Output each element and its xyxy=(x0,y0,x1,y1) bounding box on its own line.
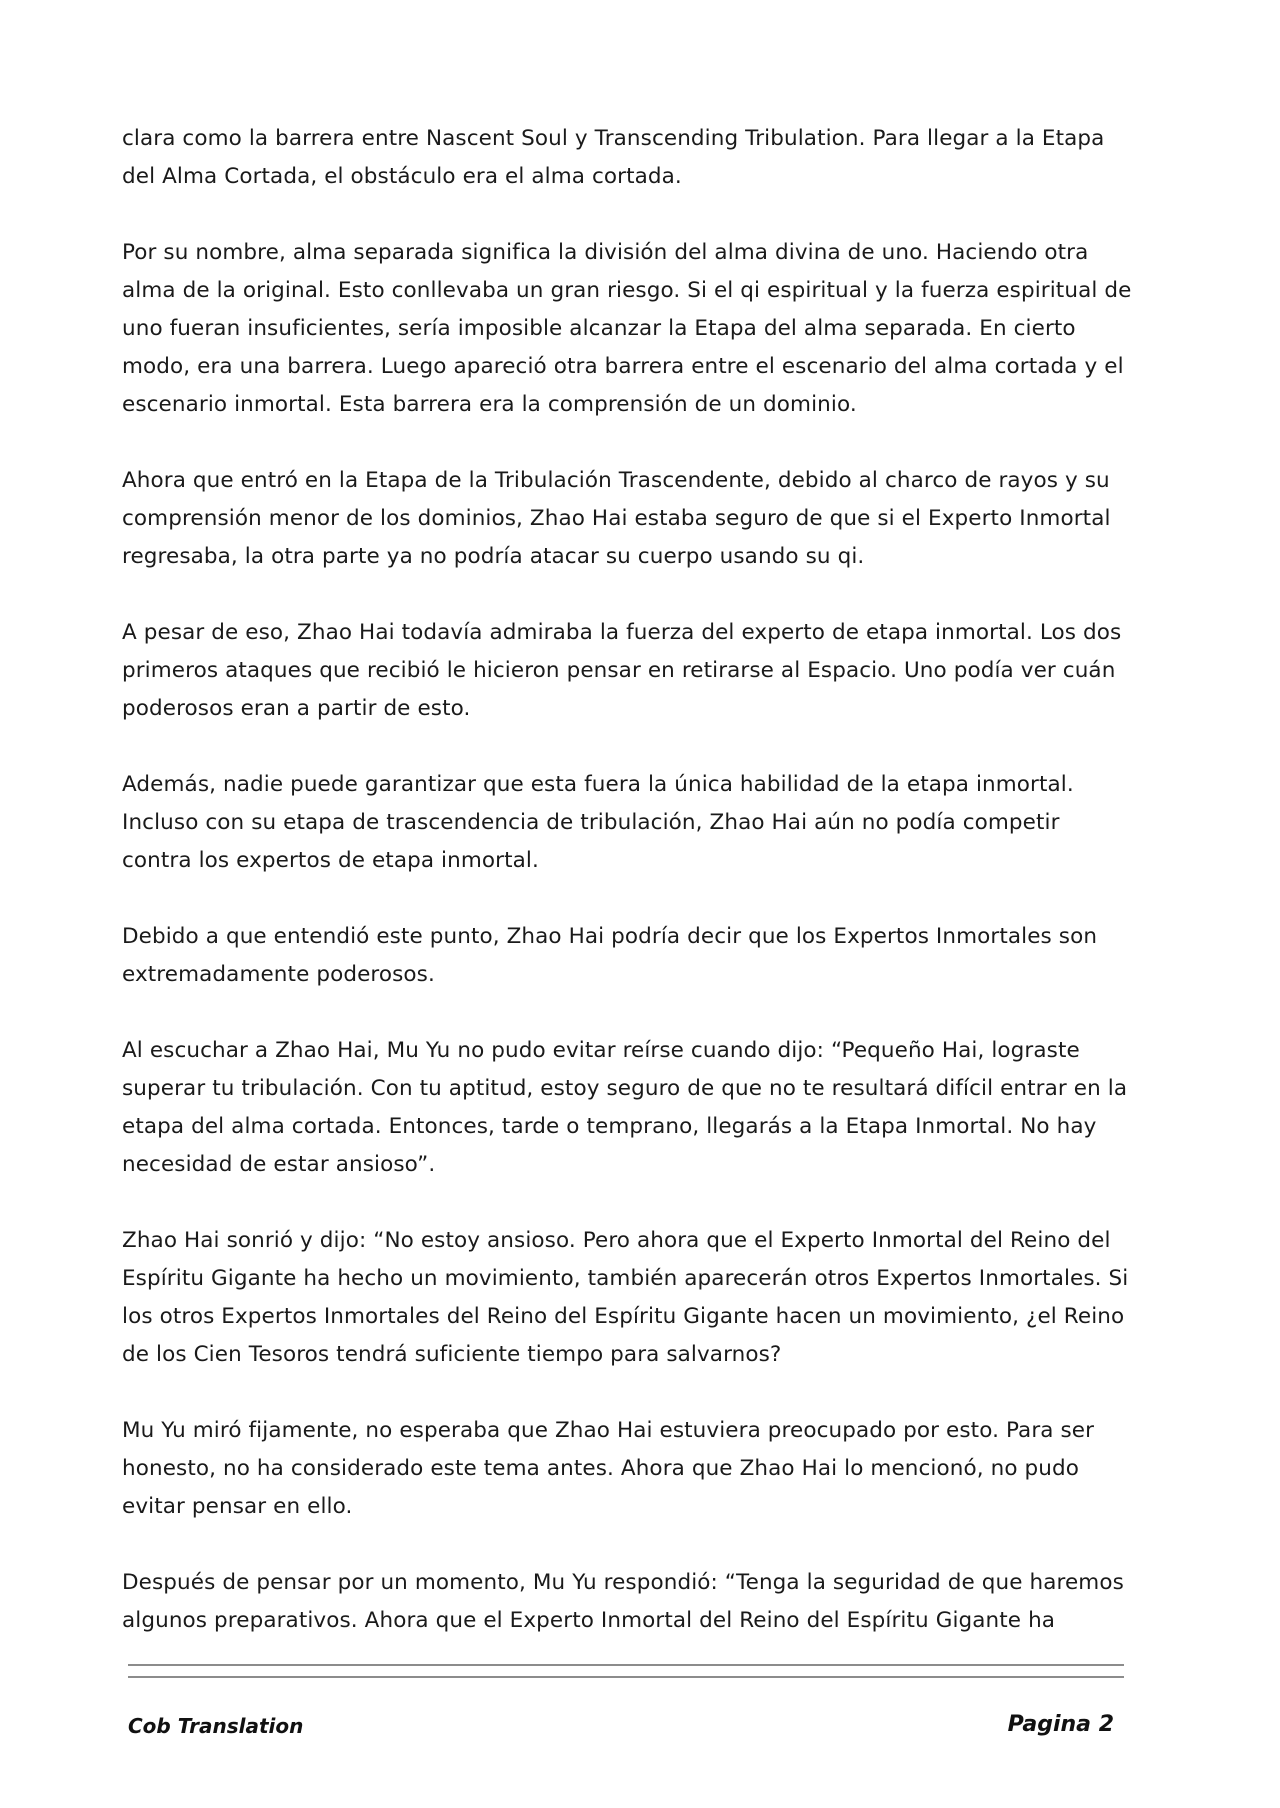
page-body xyxy=(122,120,1132,1678)
paragraph: Por su nombre, alma separada significa la división del alma divina de uno. Haciendo otra alma de la original. Esto conllevaba un gran riesgo. Si el qi espiritual y la fuerza espiritual de uno fueran insuficientes, sería imposible alcanzar la Etapa del alma separada. En cierto modo, era una barrera. Luego apareció otra barrera entre el escenario del alma cortada y el escenario inmortal. Esta barrera era la comprensión de un dominio. xyxy=(122,240,1132,417)
paragraph: Después de pensar por un momento, Mu Yu respondió: “Tenga la seguridad de que haremos algunos preparativos. Ahora que el Experto Inmortal del Reino del Espíritu Gigante ha xyxy=(122,1570,1124,1633)
paragraph: Ahora que entró en la Etapa de la Tribulación Trascendente, debido al charco de rayos y su comprensión menor de los dominios, Zhao Hai estaba seguro de que si el Experto Inmortal regresaba, la otra parte ya no podría atacar su cuerpo usando su qi. xyxy=(122,468,1111,569)
paragraph: A pesar de eso, Zhao Hai todavía admiraba la fuerza del experto de etapa inmortal. Los dos primeros ataques que recibió le hicieron pensar en retirarse al Espacio. Uno podía ver cuán poderosos eran a partir de esto. xyxy=(122,620,1122,721)
paragraph: Zhao Hai sonrió y dijo: “No estoy ansioso. Pero ahora que el Experto Inmortal del Reino del Espíritu Gigante ha hecho un movimiento, también aparecerán otros Expertos Inmortales. Si los otros Expertos Inmortales del Reino del Espíritu Gigante hacen un movimiento, ¿el Reino de los Cien Tesoros tendrá suficiente tiempo para salvarnos? xyxy=(122,1228,1129,1367)
page-number: Pagina 2 xyxy=(1007,1712,1114,1737)
footer-divider-top xyxy=(128,1664,1124,1666)
paragraph: clara como la barrera entre Nascent Soul y Transcending Tribulation. Para llegar a la Etapa del Alma Cortada, el obstáculo era el alma cortada. xyxy=(122,126,1105,189)
paragraph: Debido a que entendió este punto, Zhao Hai podría decir que los Expertos Inmortales son extremadamente poderosos. xyxy=(122,924,1098,987)
footer-divider-bottom xyxy=(128,1676,1124,1678)
paragraph: Además, nadie puede garantizar que esta fuera la única habilidad de la etapa inmortal. Incluso con su etapa de trascendencia de tribulación, Zhao Hai aún no podía competir contra los expertos de etapa inmortal. xyxy=(122,772,1074,873)
paragraph: Al escuchar a Zhao Hai, Mu Yu no pudo evitar reírse cuando dijo: “Pequeño Hai, lograste superar tu tribulación. Con tu aptitud, estoy seguro de que no te resultará difícil entrar en la etapa del alma cortada. Entonces, tarde o temprano, llegarás a la Etapa Inmortal. No hay necesidad de estar ansioso”. xyxy=(122,1038,1128,1177)
footer-credit: Cob Translation xyxy=(128,1714,304,1738)
paragraph: Mu Yu miró fijamente, no esperaba que Zhao Hai estuviera preocupado por esto. Para ser honesto, no ha considerado este tema antes. Ahora que Zhao Hai lo mencionó, no pudo evitar pensar en ello. xyxy=(122,1418,1095,1519)
